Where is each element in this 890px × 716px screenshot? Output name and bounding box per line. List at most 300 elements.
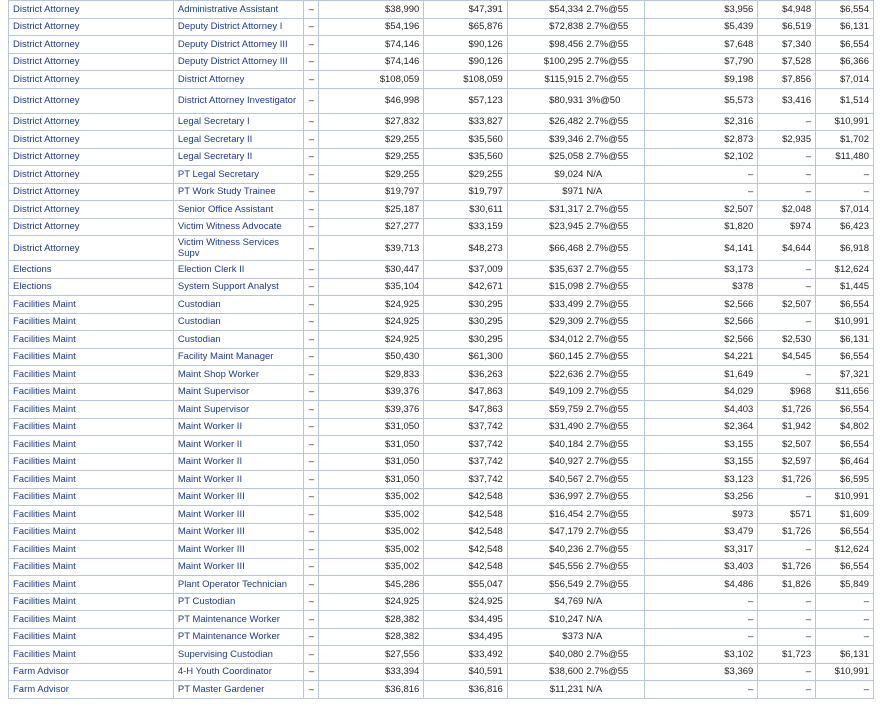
cell-amount: $40,080 — [507, 646, 584, 664]
cell-department: District Attorney — [9, 71, 174, 89]
table-row — [9, 218, 874, 236]
cell-salary-min: $74,146 — [319, 53, 424, 71]
cell-value-2: – — [758, 166, 816, 184]
cell-value-2: $1,826 — [758, 576, 816, 594]
cell-salary-max: $47,863 — [424, 383, 508, 401]
table-row — [9, 611, 874, 629]
cell-value-3: $6,423 — [816, 218, 874, 236]
cell-department: District Attorney — [9, 148, 174, 166]
cell-plan: 2.7%@55 — [584, 313, 644, 331]
table-row — [9, 201, 874, 219]
cell-salary-min: $27,832 — [319, 113, 424, 131]
cell-salary-min: $35,002 — [319, 506, 424, 524]
cell-value-1: $2,364 — [644, 418, 757, 436]
cell-value-2: – — [758, 488, 816, 506]
cell-salary-max: $42,548 — [424, 488, 508, 506]
cell-amount: $10,247 — [507, 611, 584, 629]
cell-value-1: – — [644, 628, 757, 646]
cell-amount: $25,058 — [507, 148, 584, 166]
cell-value-2: – — [758, 628, 816, 646]
cell-department: Farm Advisor — [9, 681, 174, 699]
cell-value-1: $2,507 — [644, 201, 757, 219]
cell-department: Facilities Maint — [9, 331, 174, 349]
cell-amount: $40,567 — [507, 471, 584, 489]
cell-flag: – — [304, 18, 319, 36]
cell-value-3: – — [816, 183, 874, 201]
cell-plan: 2.7%@55 — [584, 261, 644, 279]
cell-department: District Attorney — [9, 53, 174, 71]
cell-salary-max: $19,797 — [424, 183, 508, 201]
cell-salary-max: $30,611 — [424, 201, 508, 219]
cell-value-1: $3,317 — [644, 541, 757, 559]
cell-value-1: $3,479 — [644, 523, 757, 541]
cell-salary-max: $42,548 — [424, 541, 508, 559]
cell-department: Facilities Maint — [9, 611, 174, 629]
cell-value-3: $1,445 — [816, 278, 874, 296]
cell-value-1: $1,820 — [644, 218, 757, 236]
cell-value-3: $6,131 — [816, 331, 874, 349]
cell-plan: N/A — [584, 166, 644, 184]
cell-value-1: $5,439 — [644, 18, 757, 36]
table-row — [9, 541, 874, 559]
cell-value-2: – — [758, 663, 816, 681]
cell-value-2: $4,644 — [758, 236, 816, 261]
cell-department: District Attorney — [9, 18, 174, 36]
cell-value-2: – — [758, 681, 816, 699]
cell-flag: – — [304, 628, 319, 646]
cell-salary-min: $28,382 — [319, 611, 424, 629]
cell-value-2: $6,519 — [758, 18, 816, 36]
cell-salary-min: $31,050 — [319, 471, 424, 489]
cell-value-1: $378 — [644, 278, 757, 296]
cell-job-title: PT Maintenance Worker — [173, 628, 304, 646]
cell-salary-max: $33,159 — [424, 218, 508, 236]
cell-amount: $36,997 — [507, 488, 584, 506]
cell-salary-max: $34,495 — [424, 628, 508, 646]
cell-value-3: $6,554 — [816, 1, 874, 19]
cell-department: Facilities Maint — [9, 593, 174, 611]
cell-value-3: $7,014 — [816, 201, 874, 219]
cell-salary-min: $50,430 — [319, 348, 424, 366]
cell-salary-min: $31,050 — [319, 418, 424, 436]
cell-salary-min: $29,255 — [319, 131, 424, 149]
cell-department: Facilities Maint — [9, 646, 174, 664]
cell-value-2: $4,545 — [758, 348, 816, 366]
cell-salary-max: $42,671 — [424, 278, 508, 296]
cell-value-3: $6,554 — [816, 523, 874, 541]
cell-value-3: – — [816, 628, 874, 646]
cell-flag: – — [304, 348, 319, 366]
cell-plan: 2.7%@55 — [584, 506, 644, 524]
cell-amount: $59,759 — [507, 401, 584, 419]
cell-amount: $11,231 — [507, 681, 584, 699]
cell-plan: 2.7%@55 — [584, 296, 644, 314]
salary-table — [8, 0, 874, 699]
cell-salary-max: $33,827 — [424, 113, 508, 131]
cell-plan: 2.7%@55 — [584, 541, 644, 559]
cell-job-title: System Support Analyst — [173, 278, 304, 296]
cell-value-3: $6,131 — [816, 18, 874, 36]
cell-value-1: $4,403 — [644, 401, 757, 419]
cell-department: Facilities Maint — [9, 576, 174, 594]
cell-salary-max: $30,295 — [424, 296, 508, 314]
cell-job-title: Custodian — [173, 313, 304, 331]
cell-value-3: $6,595 — [816, 471, 874, 489]
cell-amount: $39,346 — [507, 131, 584, 149]
table-row — [9, 1, 874, 19]
cell-value-1: $5,573 — [644, 88, 757, 113]
cell-flag: – — [304, 383, 319, 401]
cell-salary-max: $34,495 — [424, 611, 508, 629]
cell-salary-max: $37,009 — [424, 261, 508, 279]
cell-value-1: $3,123 — [644, 471, 757, 489]
cell-plan: N/A — [584, 628, 644, 646]
cell-value-1: $4,221 — [644, 348, 757, 366]
cell-plan: 2.7%@55 — [584, 348, 644, 366]
cell-salary-min: $24,925 — [319, 313, 424, 331]
table-row — [9, 436, 874, 454]
cell-salary-min: $39,376 — [319, 401, 424, 419]
cell-value-2: $2,597 — [758, 453, 816, 471]
cell-salary-min: $46,998 — [319, 88, 424, 113]
cell-value-2: – — [758, 593, 816, 611]
table-row — [9, 471, 874, 489]
table-row — [9, 628, 874, 646]
cell-salary-max: $48,273 — [424, 236, 508, 261]
cell-salary-min: $24,925 — [319, 331, 424, 349]
table-row — [9, 113, 874, 131]
table-row — [9, 488, 874, 506]
cell-salary-max: $57,123 — [424, 88, 508, 113]
cell-value-1: – — [644, 611, 757, 629]
cell-value-2: $2,507 — [758, 296, 816, 314]
cell-plan: 2.7%@55 — [584, 36, 644, 54]
cell-value-2: $7,528 — [758, 53, 816, 71]
cell-department: District Attorney — [9, 36, 174, 54]
cell-salary-min: $54,196 — [319, 18, 424, 36]
cell-department: Elections — [9, 261, 174, 279]
cell-value-2: $2,935 — [758, 131, 816, 149]
cell-amount: $35,637 — [507, 261, 584, 279]
cell-salary-max: $90,126 — [424, 53, 508, 71]
cell-plan: 3%@50 — [584, 88, 644, 113]
cell-value-3: $10,991 — [816, 488, 874, 506]
cell-plan: 2.7%@55 — [584, 331, 644, 349]
cell-value-2: – — [758, 148, 816, 166]
cell-amount: $9,024 — [507, 166, 584, 184]
cell-flag: – — [304, 261, 319, 279]
cell-value-1: – — [644, 183, 757, 201]
cell-job-title: Maint Worker III — [173, 541, 304, 559]
cell-salary-max: $65,876 — [424, 18, 508, 36]
table-row — [9, 183, 874, 201]
cell-department: District Attorney — [9, 236, 174, 261]
cell-job-title: Legal Secretary II — [173, 148, 304, 166]
cell-department: Facilities Maint — [9, 523, 174, 541]
cell-value-1: $3,173 — [644, 261, 757, 279]
cell-salary-min: $35,002 — [319, 558, 424, 576]
cell-amount: $47,179 — [507, 523, 584, 541]
cell-job-title: PT Work Study Trainee — [173, 183, 304, 201]
table-body — [9, 1, 874, 699]
cell-department: District Attorney — [9, 201, 174, 219]
cell-amount: $60,145 — [507, 348, 584, 366]
cell-flag: – — [304, 453, 319, 471]
cell-job-title: Maint Worker III — [173, 523, 304, 541]
cell-salary-min: $29,255 — [319, 166, 424, 184]
cell-value-2: – — [758, 261, 816, 279]
cell-value-3: $6,554 — [816, 296, 874, 314]
cell-value-3: $6,554 — [816, 36, 874, 54]
cell-amount: $33,499 — [507, 296, 584, 314]
cell-job-title: Election Clerk II — [173, 261, 304, 279]
cell-value-3: $6,131 — [816, 646, 874, 664]
cell-value-2: – — [758, 541, 816, 559]
cell-value-2: $1,726 — [758, 523, 816, 541]
cell-plan: 2.7%@55 — [584, 488, 644, 506]
cell-job-title: PT Legal Secretary — [173, 166, 304, 184]
cell-job-title: Maint Worker II — [173, 471, 304, 489]
cell-value-2: $7,340 — [758, 36, 816, 54]
cell-value-1: $3,155 — [644, 436, 757, 454]
cell-value-1: $973 — [644, 506, 757, 524]
table-row — [9, 148, 874, 166]
table-row — [9, 646, 874, 664]
cell-department: District Attorney — [9, 88, 174, 113]
table-row — [9, 278, 874, 296]
cell-amount: $373 — [507, 628, 584, 646]
cell-value-1: $2,566 — [644, 313, 757, 331]
cell-department: District Attorney — [9, 131, 174, 149]
cell-amount: $31,317 — [507, 201, 584, 219]
cell-department: Facilities Maint — [9, 401, 174, 419]
table-row — [9, 576, 874, 594]
cell-amount: $38,600 — [507, 663, 584, 681]
cell-job-title: PT Maintenance Worker — [173, 611, 304, 629]
cell-value-1: $3,956 — [644, 1, 757, 19]
cell-salary-min: $35,002 — [319, 541, 424, 559]
cell-flag: – — [304, 436, 319, 454]
cell-department: Facilities Maint — [9, 488, 174, 506]
cell-plan: N/A — [584, 611, 644, 629]
cell-job-title: Maint Worker II — [173, 418, 304, 436]
cell-department: Facilities Maint — [9, 453, 174, 471]
cell-salary-max: $37,742 — [424, 436, 508, 454]
cell-amount: $16,454 — [507, 506, 584, 524]
table-row — [9, 166, 874, 184]
cell-job-title: Deputy District Attorney III — [173, 53, 304, 71]
cell-amount: $31,490 — [507, 418, 584, 436]
cell-amount: $40,236 — [507, 541, 584, 559]
cell-salary-min: $25,187 — [319, 201, 424, 219]
cell-job-title: Administrative Assistant — [173, 1, 304, 19]
cell-flag: – — [304, 1, 319, 19]
cell-salary-min: $35,104 — [319, 278, 424, 296]
cell-value-2: $1,726 — [758, 401, 816, 419]
cell-value-2: $2,048 — [758, 201, 816, 219]
cell-value-1: $3,102 — [644, 646, 757, 664]
cell-department: District Attorney — [9, 166, 174, 184]
cell-department: Facilities Maint — [9, 296, 174, 314]
cell-value-2: $3,416 — [758, 88, 816, 113]
table-row — [9, 36, 874, 54]
cell-value-2: $1,726 — [758, 558, 816, 576]
cell-salary-max: $36,816 — [424, 681, 508, 699]
cell-job-title: Maint Worker III — [173, 488, 304, 506]
cell-value-2: – — [758, 278, 816, 296]
cell-amount: $56,549 — [507, 576, 584, 594]
cell-plan: 2.7%@55 — [584, 646, 644, 664]
cell-value-3: $6,366 — [816, 53, 874, 71]
cell-salary-max: $47,863 — [424, 401, 508, 419]
cell-salary-max: $33,492 — [424, 646, 508, 664]
cell-value-2: $7,856 — [758, 71, 816, 89]
cell-flag: – — [304, 523, 319, 541]
table-row — [9, 348, 874, 366]
cell-salary-max: $42,548 — [424, 506, 508, 524]
cell-value-3: $10,991 — [816, 313, 874, 331]
cell-amount: $66,468 — [507, 236, 584, 261]
cell-job-title: Maint Worker III — [173, 506, 304, 524]
cell-department: Facilities Maint — [9, 366, 174, 384]
table-row — [9, 18, 874, 36]
cell-plan: 2.7%@55 — [584, 148, 644, 166]
cell-plan: 2.7%@55 — [584, 576, 644, 594]
cell-job-title: Maint Supervisor — [173, 383, 304, 401]
cell-salary-max: $42,548 — [424, 558, 508, 576]
cell-salary-min: $19,797 — [319, 183, 424, 201]
cell-flag: – — [304, 53, 319, 71]
cell-flag: – — [304, 418, 319, 436]
cell-department: Facilities Maint — [9, 436, 174, 454]
cell-job-title: 4-H Youth Coordinator — [173, 663, 304, 681]
cell-department: Facilities Maint — [9, 471, 174, 489]
cell-value-2: – — [758, 183, 816, 201]
cell-job-title: Deputy District Attorney I — [173, 18, 304, 36]
table-row — [9, 88, 874, 113]
cell-amount: $22,636 — [507, 366, 584, 384]
cell-value-1: $9,198 — [644, 71, 757, 89]
cell-plan: N/A — [584, 681, 644, 699]
cell-flag: – — [304, 681, 319, 699]
cell-value-2: $1,942 — [758, 418, 816, 436]
cell-department: Facilities Maint — [9, 418, 174, 436]
cell-job-title: Plant Operator Technician — [173, 576, 304, 594]
cell-plan: 2.7%@55 — [584, 113, 644, 131]
cell-plan: 2.7%@55 — [584, 663, 644, 681]
cell-salary-min: $31,050 — [319, 436, 424, 454]
cell-plan: 2.7%@55 — [584, 436, 644, 454]
cell-amount: $98,456 — [507, 36, 584, 54]
cell-value-3: $4,802 — [816, 418, 874, 436]
cell-value-1: $2,566 — [644, 296, 757, 314]
cell-plan: N/A — [584, 593, 644, 611]
cell-amount: $971 — [507, 183, 584, 201]
cell-amount: $54,334 — [507, 1, 584, 19]
cell-plan: 2.7%@55 — [584, 218, 644, 236]
cell-value-3: – — [816, 681, 874, 699]
table-row — [9, 593, 874, 611]
cell-amount: $49,109 — [507, 383, 584, 401]
table-row — [9, 681, 874, 699]
cell-plan: 2.7%@55 — [584, 523, 644, 541]
cell-plan: 2.7%@55 — [584, 401, 644, 419]
cell-value-2: $2,507 — [758, 436, 816, 454]
cell-salary-max: $24,925 — [424, 593, 508, 611]
cell-job-title: Maint Shop Worker — [173, 366, 304, 384]
cell-amount: $115,915 — [507, 71, 584, 89]
cell-job-title: Deputy District Attorney III — [173, 36, 304, 54]
cell-flag: – — [304, 201, 319, 219]
cell-salary-min: $28,382 — [319, 628, 424, 646]
table-row — [9, 313, 874, 331]
cell-job-title: Maint Supervisor — [173, 401, 304, 419]
cell-flag: – — [304, 541, 319, 559]
cell-value-3: $11,656 — [816, 383, 874, 401]
cell-job-title: Victim Witness Advocate — [173, 218, 304, 236]
cell-salary-max: $61,300 — [424, 348, 508, 366]
cell-department: District Attorney — [9, 183, 174, 201]
cell-salary-min: $74,146 — [319, 36, 424, 54]
cell-flag: – — [304, 471, 319, 489]
table-row — [9, 71, 874, 89]
cell-amount: $4,769 — [507, 593, 584, 611]
table-row — [9, 296, 874, 314]
cell-job-title: PT Master Gardener — [173, 681, 304, 699]
cell-flag: – — [304, 166, 319, 184]
cell-department: District Attorney — [9, 113, 174, 131]
cell-job-title: Custodian — [173, 331, 304, 349]
cell-value-1: – — [644, 166, 757, 184]
cell-plan: 2.7%@55 — [584, 201, 644, 219]
cell-value-1: $2,316 — [644, 113, 757, 131]
cell-salary-min: $27,556 — [319, 646, 424, 664]
cell-value-1: $7,790 — [644, 53, 757, 71]
cell-job-title: PT Custodian — [173, 593, 304, 611]
cell-flag: – — [304, 488, 319, 506]
cell-job-title: Senior Office Assistant — [173, 201, 304, 219]
table-row — [9, 366, 874, 384]
cell-flag: – — [304, 131, 319, 149]
cell-salary-max: $30,295 — [424, 313, 508, 331]
cell-value-3: $1,609 — [816, 506, 874, 524]
cell-value-2: $571 — [758, 506, 816, 524]
cell-value-2: $974 — [758, 218, 816, 236]
cell-salary-min: $38,990 — [319, 1, 424, 19]
cell-value-1: $3,155 — [644, 453, 757, 471]
cell-salary-max: $90,126 — [424, 36, 508, 54]
cell-value-1: $2,102 — [644, 148, 757, 166]
cell-plan: 2.7%@55 — [584, 471, 644, 489]
cell-salary-min: $24,925 — [319, 296, 424, 314]
cell-department: Farm Advisor — [9, 663, 174, 681]
cell-plan: 2.7%@55 — [584, 18, 644, 36]
cell-value-1: $4,029 — [644, 383, 757, 401]
cell-job-title: Victim Witness Services Supv — [173, 236, 304, 261]
cell-value-3: $6,918 — [816, 236, 874, 261]
cell-salary-min: $36,816 — [319, 681, 424, 699]
cell-plan: 2.7%@55 — [584, 131, 644, 149]
cell-salary-max: $47,391 — [424, 1, 508, 19]
cell-value-1: $2,873 — [644, 131, 757, 149]
cell-value-3: $6,464 — [816, 453, 874, 471]
cell-flag: – — [304, 593, 319, 611]
cell-job-title: Custodian — [173, 296, 304, 314]
cell-plan: 2.7%@55 — [584, 366, 644, 384]
cell-amount: $72,838 — [507, 18, 584, 36]
cell-salary-min: $35,002 — [319, 523, 424, 541]
cell-value-3: $7,321 — [816, 366, 874, 384]
